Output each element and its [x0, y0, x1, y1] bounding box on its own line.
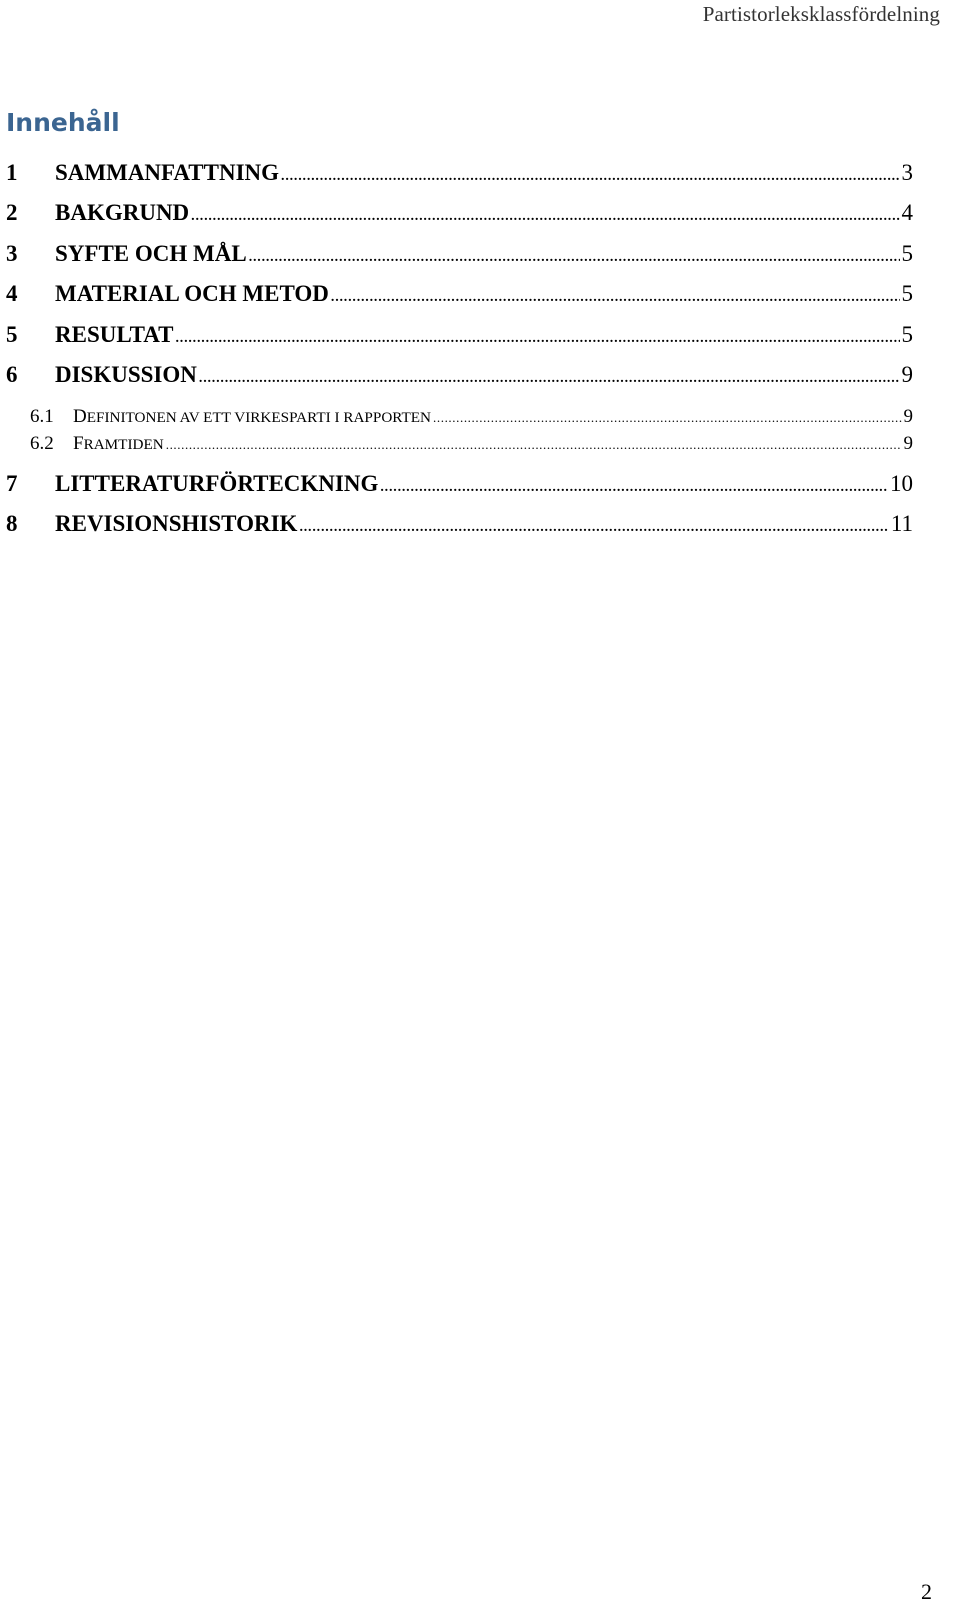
toc-entry-page: 10: [890, 471, 913, 496]
toc-entry-number: 3: [6, 241, 18, 266]
toc-dot-leader: [199, 371, 900, 387]
toc-entry-page: 3: [901, 160, 913, 185]
toc-entry-resultat[interactable]: [6, 322, 913, 352]
toc-dot-leader: [433, 410, 901, 426]
toc-entry-material-och-metod[interactable]: [6, 281, 913, 311]
toc-entry-number: 6.2: [30, 433, 54, 454]
toc-entry-number: 2: [6, 200, 18, 225]
toc-entry-title: FRAMTIDEN: [73, 433, 164, 454]
toc-entry-number: 1: [6, 160, 18, 185]
toc-entry-title: MATERIAL OCH METOD: [55, 281, 329, 306]
toc-entry-page: 5: [901, 241, 913, 266]
toc-entry-title: REVISIONSHISTORIK: [55, 511, 298, 536]
toc-entry-number: 8: [6, 511, 18, 536]
toc-dot-leader: [166, 437, 902, 453]
toc-entry-definitonen[interactable]: [6, 406, 913, 430]
toc-entry-page: 4: [901, 200, 913, 225]
toc-entry-page: 9: [903, 433, 913, 454]
running-header: Partistorleksklassfördelning: [702, 2, 940, 26]
toc-entry-title: DISKUSSION: [55, 362, 197, 387]
toc-entry-syfte-och-mal[interactable]: [6, 241, 913, 271]
toc-entry-title: SYFTE OCH MÅL: [55, 241, 247, 266]
page-number: 2: [921, 1579, 932, 1604]
toc-entry-page: 5: [901, 322, 913, 347]
toc-dot-leader: [331, 290, 900, 306]
toc-entry-sammanfattning[interactable]: [6, 160, 913, 190]
toc-heading: Innehåll: [6, 108, 120, 137]
toc-entry-page: 5: [901, 281, 913, 306]
toc-entry-title: DEFINITONEN AV ETT VIRKESPARTI I RAPPORTEN: [73, 406, 432, 427]
toc-entry-title: RESULTAT: [55, 322, 174, 347]
toc-entry-number: 5: [6, 322, 18, 347]
toc-dot-leader: [380, 480, 888, 496]
toc-entry-title: LITTERATURFÖRTECKNING: [55, 471, 379, 496]
toc-dot-leader: [175, 331, 899, 347]
toc-entry-number: 6.1: [30, 406, 54, 427]
toc-entry-number: 4: [6, 281, 18, 306]
toc-dot-leader: [191, 209, 899, 225]
toc-entry-page: 9: [903, 406, 913, 427]
toc-dot-leader: [281, 169, 899, 185]
toc-entry-page: 9: [901, 362, 913, 387]
toc-entry-page: 11: [890, 511, 913, 536]
toc-entry-litteraturforteckning[interactable]: [6, 471, 913, 501]
toc-entry-bakgrund[interactable]: [6, 200, 913, 230]
toc-dot-leader: [299, 520, 888, 536]
toc-entry-number: 7: [6, 471, 18, 496]
toc-entry-framtiden[interactable]: [6, 433, 913, 457]
toc-entry-diskussion[interactable]: [6, 362, 913, 392]
toc-entry-revisionshistorik[interactable]: [6, 511, 913, 541]
toc-entry-number: 6: [6, 362, 18, 387]
toc-dot-leader: [249, 250, 900, 266]
toc-entry-title: BAKGRUND: [55, 200, 190, 225]
toc-entry-title: SAMMANFATTNING: [55, 160, 280, 185]
